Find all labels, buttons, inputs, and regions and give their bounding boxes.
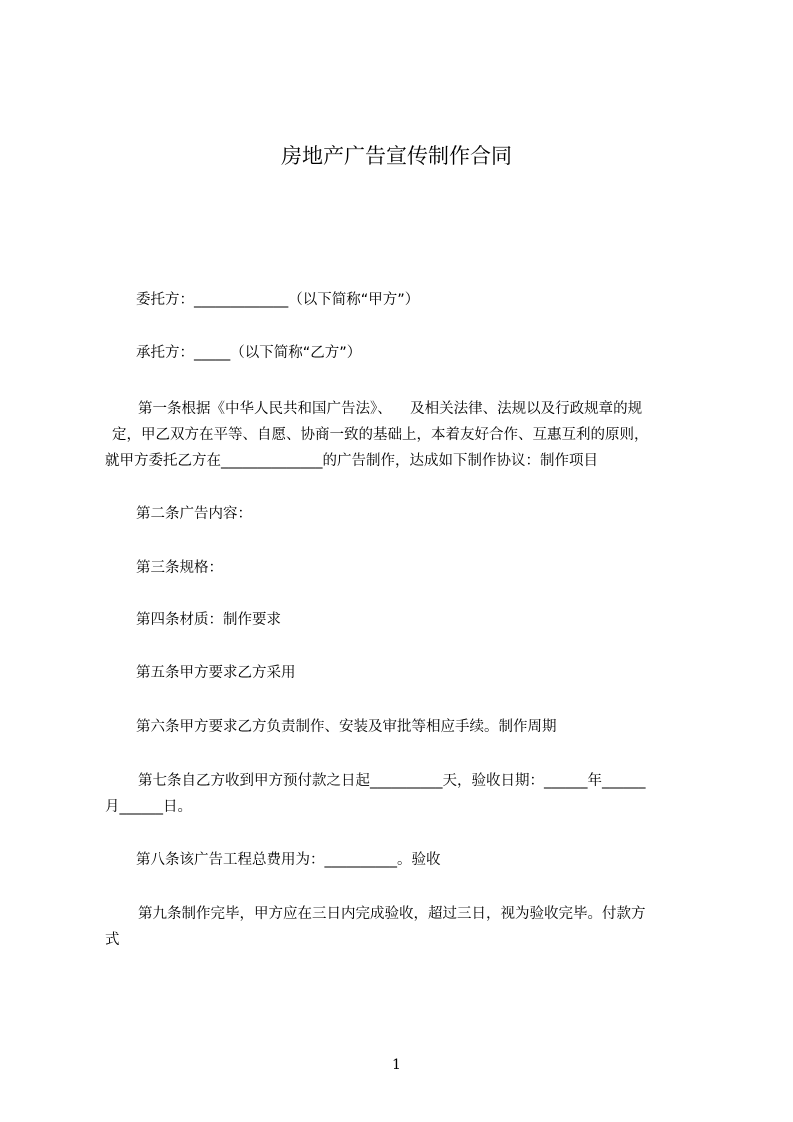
party-a-line: 委托方：_____________（以下简称“甲方”） — [136, 292, 420, 308]
article-3: 第三条规格： — [136, 560, 223, 576]
article-2: 第二条广告内容： — [136, 506, 252, 522]
article-8: 第八条该广告工程总费用为：__________。验收 — [136, 852, 441, 868]
page-number: 1 — [392, 1057, 401, 1073]
document-title: 房地产广告宣传制作合同 — [281, 144, 512, 168]
article-5: 第五条甲方要求乙方采用 — [136, 665, 296, 681]
article-1-line-3: 就甲方委托乙方在______________的广告制作，达成如下制作协议：制作项目 — [105, 453, 598, 469]
article-1-line-2: 定，甲乙双方在平等、自愿、协商一致的基础上，本着友好合作、互惠互利的原则， — [112, 427, 649, 443]
article-7-line-1: 第七条自乙方收到甲方预付款之日起__________天，验收日期：______年______ — [138, 773, 646, 789]
article-9-line-1: 第九条制作完毕，甲方应在三日内完成验收，超过三日，视为验收完毕。付款方 — [138, 906, 646, 922]
article-7-line-2: 月______日。 — [105, 799, 192, 815]
article-9-line-2: 式 — [105, 932, 120, 948]
article-1-line-1: 第一条根据《中华人民共和国广告法》、 及相关法律、法规以及行政规章的规 — [138, 401, 643, 417]
article-6: 第六条甲方要求乙方负责制作、安装及审批等相应手续。制作周期 — [136, 719, 557, 735]
article-4: 第四条材质：制作要求 — [136, 612, 281, 628]
party-b-line: 承托方：_____（以下简称“乙方”） — [136, 345, 362, 361]
